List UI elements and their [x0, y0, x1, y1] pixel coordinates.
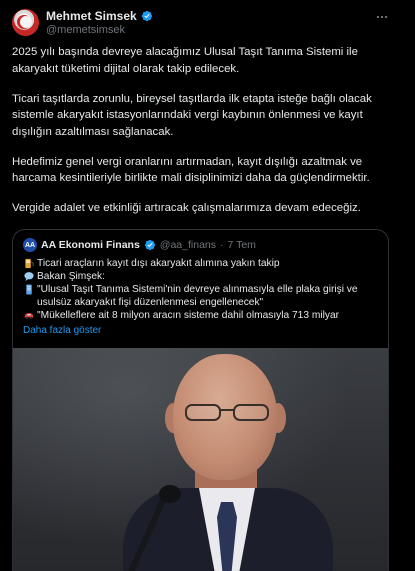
tweet-body — [12, 44, 397, 230]
more-options-icon[interactable] — [375, 10, 389, 24]
tweet-paragraph: Ticari taşıtlarda zorunlu, bireysel taşıtlarda ilk etapta isteğe bağlı olacak sistemle akaryakıt istasyonlarındaki vergi kaybının önlenmesi ve kayıt dışılığın azaltılması sağlanacak. — [12, 92, 372, 138]
quoted-line-text: "Mükelleflere ait 8 milyon aracın sisteme dahil olmasıyla 713 milyar — [37, 310, 340, 321]
page-icon — [23, 284, 35, 295]
quoted-media-photo[interactable] — [13, 348, 389, 571]
quoted-line — [23, 270, 383, 283]
verified-badge-icon — [144, 239, 156, 251]
author-handle[interactable]: @memetsimsek — [46, 24, 126, 36]
quoted-author-name[interactable]: AA Ekonomi Finans — [41, 239, 140, 251]
fuel-pump-icon — [23, 258, 35, 269]
quoted-line-text: Ticari araçların kayıt dışı akaryakıt alımına yakın takip — [37, 258, 280, 269]
speech-bubble-icon — [23, 271, 35, 282]
quoted-author-handle[interactable]: @aa_finans — [159, 239, 216, 251]
tweet-paragraph: Hedefimiz genel vergi oranlarını artırmadan, kayıt dışılığı azaltmak ve harcama kesintileriyle birlikte mali disiplinimizi daha da güçlendirmektir. — [12, 155, 370, 184]
quoted-tweet-header — [23, 238, 256, 252]
quoted-timestamp[interactable]: 7 Tem — [227, 239, 256, 251]
tweet-paragraph: 2025 yılı başında devreye alacağımız Ulusal Taşıt Tanıma Sistemi ile akaryakıt tüketimi dijital olarak takip edilecek. — [12, 46, 358, 75]
tweet-paragraph: Vergide adalet ve etkinliği artıracak çalışmalarımıza devam edeceğiz. — [12, 202, 361, 214]
car-icon — [23, 310, 35, 321]
verified-badge-icon — [141, 10, 153, 22]
meta-separator: · — [220, 239, 224, 251]
quoted-tweet[interactable] — [12, 229, 389, 571]
show-more-link[interactable]: Daha fazla göster — [23, 325, 102, 336]
quoted-line — [23, 257, 383, 270]
tweet-header — [12, 8, 403, 36]
quoted-line-text: Bakan Şimşek: — [37, 271, 105, 282]
quoted-line — [23, 283, 383, 309]
glasses-shape — [182, 402, 272, 424]
author-name[interactable]: Mehmet Simsek — [46, 9, 137, 23]
quoted-tweet-body — [23, 257, 383, 322]
avatar-flag-crescent-cut — [20, 16, 32, 28]
avatar[interactable] — [12, 9, 39, 36]
microphone-icon — [159, 485, 181, 503]
quoted-line-text: "Ulusal Taşıt Tanıma Sistemi'nin devreye alınmasıyla elle plaka girişi ve usulsüz akaryakıt fişi düzenlenmesi engellenecek" — [37, 284, 358, 308]
quoted-avatar[interactable]: AA — [23, 238, 37, 252]
author-block — [46, 9, 153, 37]
quoted-line — [23, 309, 383, 322]
